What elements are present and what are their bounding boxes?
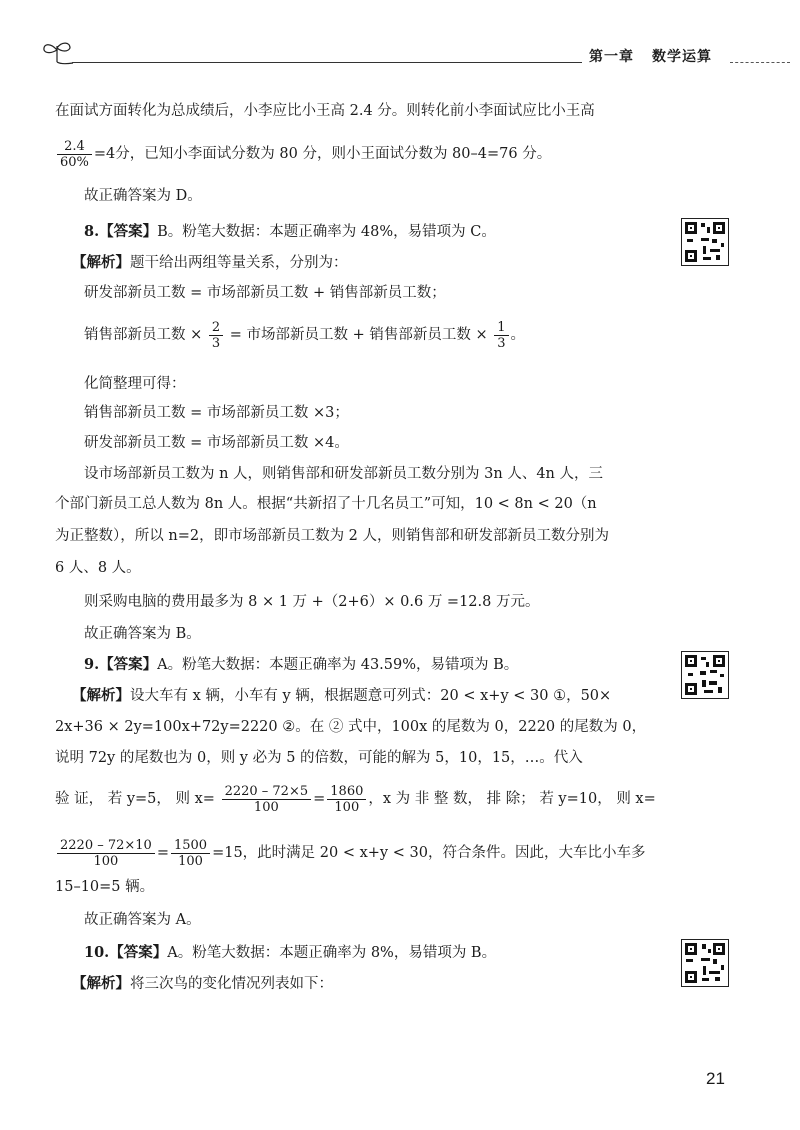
qr-code-icon[interactable] [681,939,729,987]
text-line: 2x+36 × 2y=100x+72y=2220 ②。在 ② 式中，100x 的尾数为 0，2220 的尾数为 0， [55,719,647,735]
text-line: 在面试方面转化为总成绩后，小李应比小王高 2.4 分。则转化前小李面试应比小王高 [55,103,595,119]
equation-line: $\frac{2220 - 72\times 10}{100}$ = $\frac{1500}{100}$ =15，此时满足 20 < x+y < 30，符合条件。因此，大车比小车多 [55,836,645,870]
text-line: 则采购电脑的费用最多为 8 × 1 万 +（2+6）× 0.6 万 =12.8 万元。 [84,594,540,610]
text-line: 说明 72y 的尾数也为 0，则 y 必为 5 的倍数，可能的解为 5，10，15，…。代入 [55,750,583,766]
fraction: $\frac{1860}{100}$ [327,784,366,815]
analysis-line: 【解析】设大车有 x 辆，小车有 y 辆，根据题意可列式：20 < x+y < 30 ①，50× [72,687,612,704]
answer-line: 8.【答案】B。粉笔大数据：本题正确率为 48%，易错项为 C。 [84,223,496,240]
analysis-line: 【解析】题干给出两组等量关系，分别为： [72,254,348,271]
text-line: 化简整理可得： [84,376,186,392]
answer-line: 9.【答案】A。粉笔大数据：本题正确率为 43.59%，易错项为 B。 [84,656,519,673]
text-line: $\frac{2.4}{60\%}$ =4分，已知小李面试分数为 80 分，则小王面试分数为 80–4=76 分。 [55,137,551,171]
header-dash-rule [730,62,790,63]
chapter-number: 第一章 [589,49,634,65]
fraction: $\frac{1500}{100}$ [171,838,210,869]
fraction: $\frac{2}{3}$ [209,320,223,351]
text-line: 研发部新员工数 = 市场部新员工数 + 销售部新员工数； [84,285,446,301]
text-line: 设市场部新员工数为 n 人，则销售部和研发部新员工数分别为 3n 人、4n 人，三 [84,466,604,482]
text-line: 为正整数），所以 n=2，即市场部新员工数为 2 人，则销售部和研发部新员工数分别为 [55,528,610,544]
text-line: 销售部新员工数 = 市场部新员工数 ×3； [84,405,349,421]
text-line: 6 人、8 人。 [55,560,141,576]
answer-line: 10.【答案】A。粉笔大数据：本题正确率为 8%，易错项为 B。 [84,944,497,961]
leaf-icon [40,38,74,66]
text-line: 故正确答案为 D。 [84,188,202,204]
qr-code-icon[interactable] [681,651,729,699]
equation-line: 销售部新员工数 × $\frac{2}{3}$ = 市场部新员工数 + 销售部新员工数 × $\frac{1}{3}$ 。 [84,319,526,351]
text-line: 故正确答案为 B。 [84,626,201,642]
text-line: 研发部新员工数 = 市场部新员工数 ×4。 [84,435,349,451]
chapter-title: 数学运算 [652,49,712,65]
chapter-heading [589,46,712,66]
qr-code-icon[interactable] [681,218,729,266]
fraction: $\frac{2220 - 72\times 5}{100}$ [222,784,312,815]
text-line: 15–10=5 辆。 [55,879,155,895]
text-line: 故正确答案为 A。 [84,912,201,928]
fraction: $\frac{1}{3}$ [494,320,508,351]
page-number: 21 [706,1069,725,1088]
header-rule [72,62,582,63]
text-line: 个部门新员工总人数为 8n 人。根据“共新招了十几名员工”可知，10 < 8n < 20（n [55,496,597,512]
analysis-line: 【解析】将三次鸟的变化情况列表如下： [72,975,333,992]
fraction: $\frac{2.4}{60\%}$ [57,139,92,170]
fraction: $\frac{2220 - 72\times 10}{100}$ [57,838,155,869]
equation-line: 验 证， 若 y=5， 则 x= $\frac{2220 - 72\times 5}{100}$ = $\frac{1860}{100}$ ，x 为 非 整 数， 排 除； 若 y=10， 则 x= [55,783,656,815]
